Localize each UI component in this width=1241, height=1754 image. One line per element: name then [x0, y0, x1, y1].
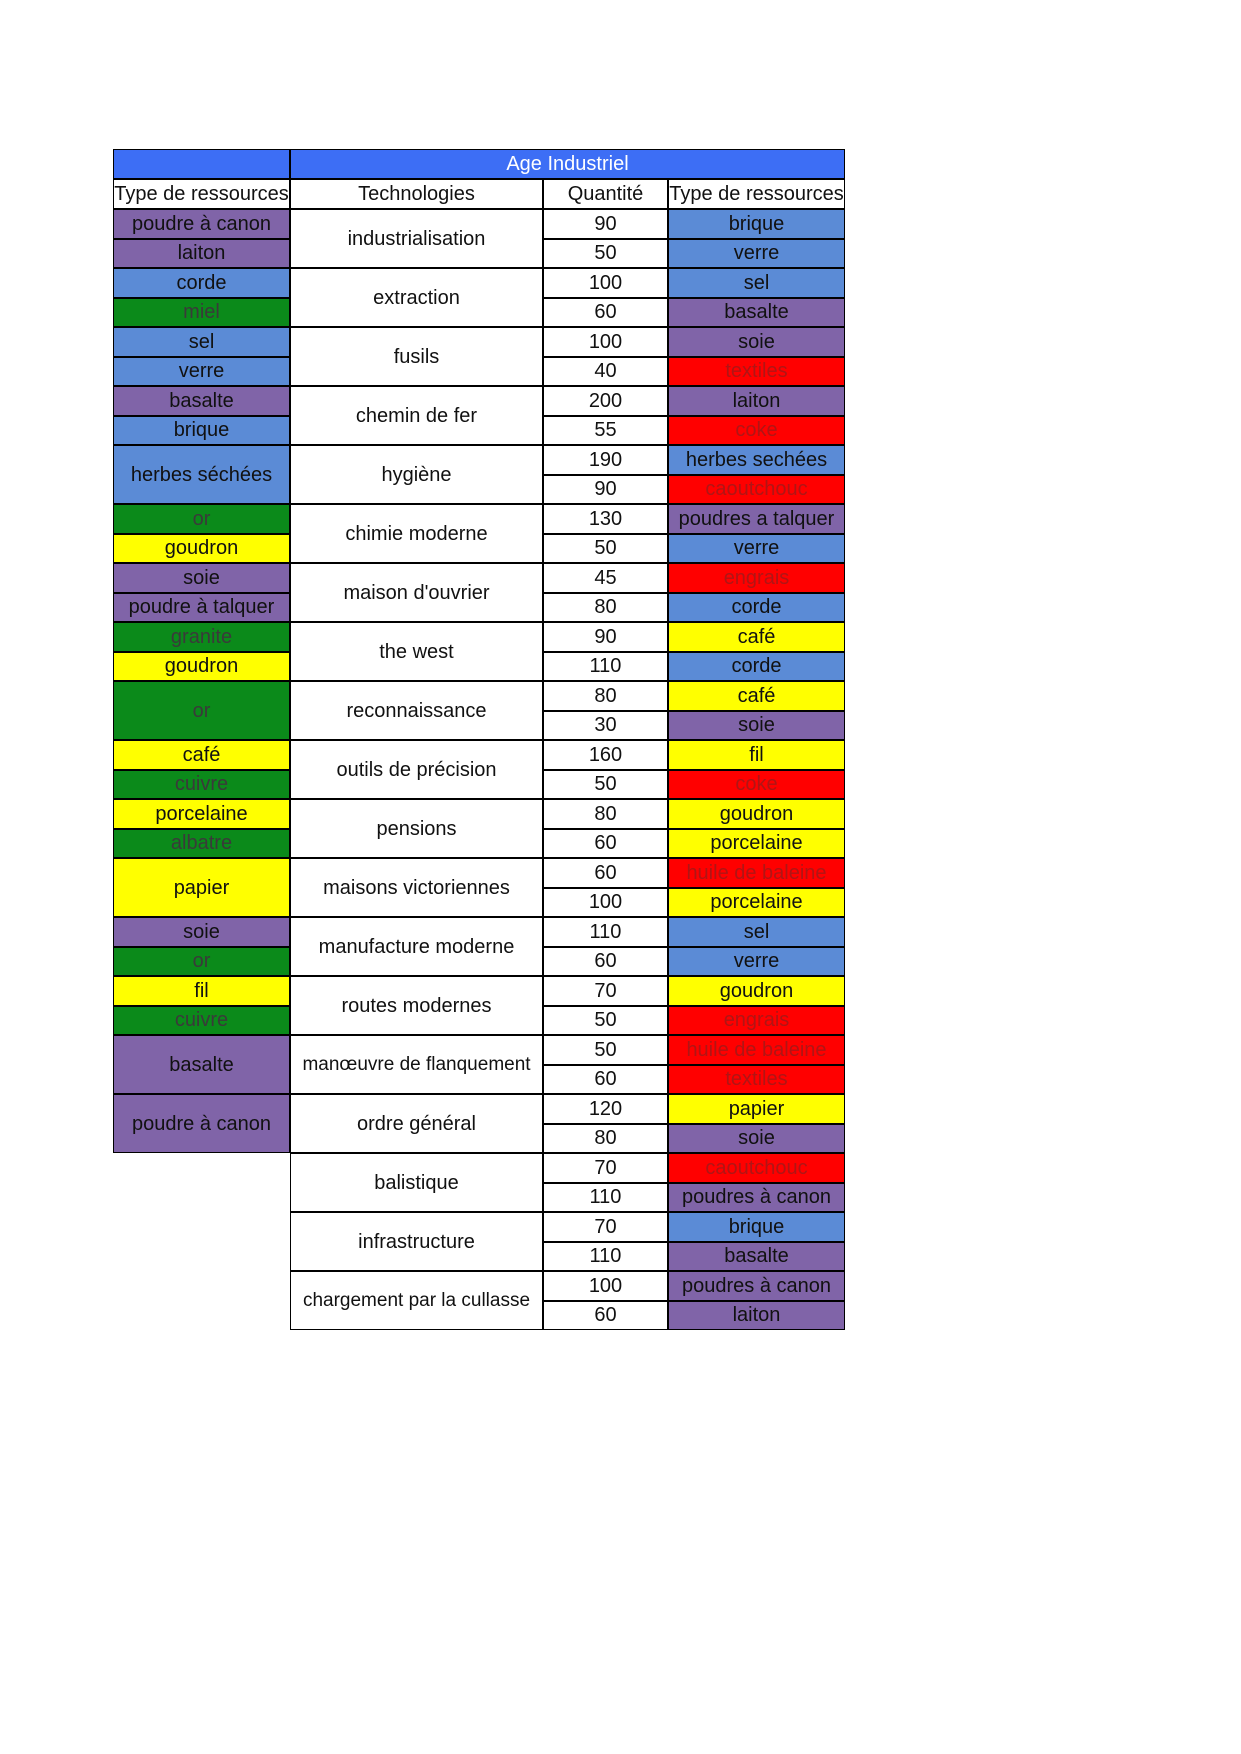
quantity-cell: 45 — [543, 563, 668, 593]
quantity-cell: 90 — [543, 209, 668, 239]
right-resource-cell: goudron — [668, 799, 845, 829]
quantity-cell: 160 — [543, 740, 668, 770]
right-resource-cell: coke — [668, 770, 845, 800]
quantity-cell: 130 — [543, 504, 668, 534]
technology-cell: maison d'ouvrier — [290, 563, 543, 622]
quantity-cell: 200 — [543, 386, 668, 416]
technology-cell: the west — [290, 622, 543, 681]
column-header-right-resources: Type de ressources — [668, 179, 845, 209]
quantity-cell: 60 — [543, 829, 668, 859]
right-resource-cell: herbes sechées — [668, 445, 845, 475]
technology-cell: maisons victoriennes — [290, 858, 543, 917]
quantity-cell: 55 — [543, 416, 668, 446]
right-resource-cell: caoutchouc — [668, 1153, 845, 1183]
technology-cell: infrastructure — [290, 1212, 543, 1271]
quantity-cell: 70 — [543, 1212, 668, 1242]
right-resource-cell: laiton — [668, 1301, 845, 1331]
left-resource-cell: or — [113, 504, 290, 534]
right-resource-cell: verre — [668, 534, 845, 564]
left-resource-cell: porcelaine — [113, 799, 290, 829]
quantity-cell: 60 — [543, 858, 668, 888]
quantity-cell: 90 — [543, 622, 668, 652]
right-resource-cell: soie — [668, 711, 845, 741]
right-resource-cell: soie — [668, 1124, 845, 1154]
quantity-cell: 100 — [543, 1271, 668, 1301]
right-resource-cell: huile de baleine — [668, 858, 845, 888]
quantity-cell: 80 — [543, 593, 668, 623]
right-resource-cell: laiton — [668, 386, 845, 416]
left-resource-cell: brique — [113, 416, 290, 446]
right-resource-cell: poudres a talquer — [668, 504, 845, 534]
quantity-cell: 110 — [543, 1183, 668, 1213]
technology-cell: hygiène — [290, 445, 543, 504]
quantity-cell: 80 — [543, 681, 668, 711]
technology-cell: chemin de fer — [290, 386, 543, 445]
right-resource-cell: fil — [668, 740, 845, 770]
quantity-cell: 50 — [543, 534, 668, 564]
left-resource-cell: cuivre — [113, 770, 290, 800]
right-resource-cell: corde — [668, 652, 845, 682]
technology-cell: industrialisation — [290, 209, 543, 268]
age-title: Age Industriel — [290, 149, 845, 179]
quantity-cell: 60 — [543, 1301, 668, 1331]
right-resource-cell: sel — [668, 917, 845, 947]
left-resource-cell: herbes séchées — [113, 445, 290, 504]
right-resource-cell: café — [668, 681, 845, 711]
right-resource-cell: coke — [668, 416, 845, 446]
right-resource-cell: textiles — [668, 357, 845, 387]
quantity-cell: 50 — [543, 1006, 668, 1036]
left-resource-cell: granite — [113, 622, 290, 652]
left-resource-cell: poudre à talquer — [113, 593, 290, 623]
quantity-cell: 110 — [543, 1242, 668, 1272]
right-resource-cell: basalte — [668, 1242, 845, 1272]
quantity-cell: 50 — [543, 1035, 668, 1065]
quantity-cell: 120 — [543, 1094, 668, 1124]
technology-cell: ordre général — [290, 1094, 543, 1153]
quantity-cell: 110 — [543, 652, 668, 682]
left-resource-cell: fil — [113, 976, 290, 1006]
left-resource-cell: or — [113, 681, 290, 740]
right-resource-cell: goudron — [668, 976, 845, 1006]
technology-cell: chimie moderne — [290, 504, 543, 563]
quantity-cell: 70 — [543, 976, 668, 1006]
left-resource-cell: albatre — [113, 829, 290, 859]
technology-cell: manufacture moderne — [290, 917, 543, 976]
right-resource-cell: papier — [668, 1094, 845, 1124]
right-resource-cell: engrais — [668, 1006, 845, 1036]
right-resource-cell: poudres à canon — [668, 1183, 845, 1213]
left-resource-cell: corde — [113, 268, 290, 298]
quantity-cell: 80 — [543, 799, 668, 829]
quantity-cell: 110 — [543, 917, 668, 947]
quantity-cell: 70 — [543, 1153, 668, 1183]
right-resource-cell: verre — [668, 947, 845, 977]
technology-cell: outils de précision — [290, 740, 543, 799]
quantity-cell: 50 — [543, 239, 668, 269]
left-resource-cell: basalte — [113, 1035, 290, 1094]
right-resource-cell: verre — [668, 239, 845, 269]
left-resource-cell: laiton — [113, 239, 290, 269]
left-resource-cell: cuivre — [113, 1006, 290, 1036]
left-resource-cell: soie — [113, 917, 290, 947]
right-resource-cell: soie — [668, 327, 845, 357]
left-resource-cell: verre — [113, 357, 290, 387]
quantity-cell: 190 — [543, 445, 668, 475]
right-resource-cell: engrais — [668, 563, 845, 593]
left-resource-cell: café — [113, 740, 290, 770]
quantity-cell: 60 — [543, 947, 668, 977]
left-resource-cell: or — [113, 947, 290, 977]
left-resource-cell: goudron — [113, 534, 290, 564]
right-resource-cell: basalte — [668, 298, 845, 328]
right-resource-cell: sel — [668, 268, 845, 298]
right-resource-cell: porcelaine — [668, 829, 845, 859]
quantity-cell: 50 — [543, 770, 668, 800]
right-resource-cell: poudres à canon — [668, 1271, 845, 1301]
quantity-cell: 80 — [543, 1124, 668, 1154]
quantity-cell: 100 — [543, 268, 668, 298]
right-resource-cell: caoutchouc — [668, 475, 845, 505]
technology-cell: routes modernes — [290, 976, 543, 1035]
left-resource-cell: poudre à canon — [113, 1094, 290, 1153]
left-resource-cell: papier — [113, 858, 290, 917]
right-resource-cell: huile de baleine — [668, 1035, 845, 1065]
technology-cell: reconnaissance — [290, 681, 543, 740]
column-header-technologies: Technologies — [290, 179, 543, 209]
technology-cell: manœuvre de flanquement — [290, 1035, 543, 1094]
technology-cell: balistique — [290, 1153, 543, 1212]
quantity-cell: 100 — [543, 327, 668, 357]
left-resource-cell: basalte — [113, 386, 290, 416]
quantity-cell: 40 — [543, 357, 668, 387]
right-resource-cell: brique — [668, 1212, 845, 1242]
column-header-left-resources: Type de ressources — [113, 179, 290, 209]
technology-cell: fusils — [290, 327, 543, 386]
left-resource-cell: soie — [113, 563, 290, 593]
technology-cell: pensions — [290, 799, 543, 858]
left-resource-cell: goudron — [113, 652, 290, 682]
column-header-quantity: Quantité — [543, 179, 668, 209]
quantity-cell: 60 — [543, 1065, 668, 1095]
right-resource-cell: café — [668, 622, 845, 652]
header-blank-cell — [113, 149, 290, 179]
quantity-cell: 90 — [543, 475, 668, 505]
right-resource-cell: corde — [668, 593, 845, 623]
right-resource-cell: porcelaine — [668, 888, 845, 918]
quantity-cell: 60 — [543, 298, 668, 328]
left-resource-cell: sel — [113, 327, 290, 357]
left-resource-cell: miel — [113, 298, 290, 328]
technology-cell: chargement par la cullasse — [290, 1271, 543, 1330]
right-resource-cell: textiles — [668, 1065, 845, 1095]
left-resource-cell: poudre à canon — [113, 209, 290, 239]
quantity-cell: 30 — [543, 711, 668, 741]
right-resource-cell: brique — [668, 209, 845, 239]
quantity-cell: 100 — [543, 888, 668, 918]
technology-cell: extraction — [290, 268, 543, 327]
